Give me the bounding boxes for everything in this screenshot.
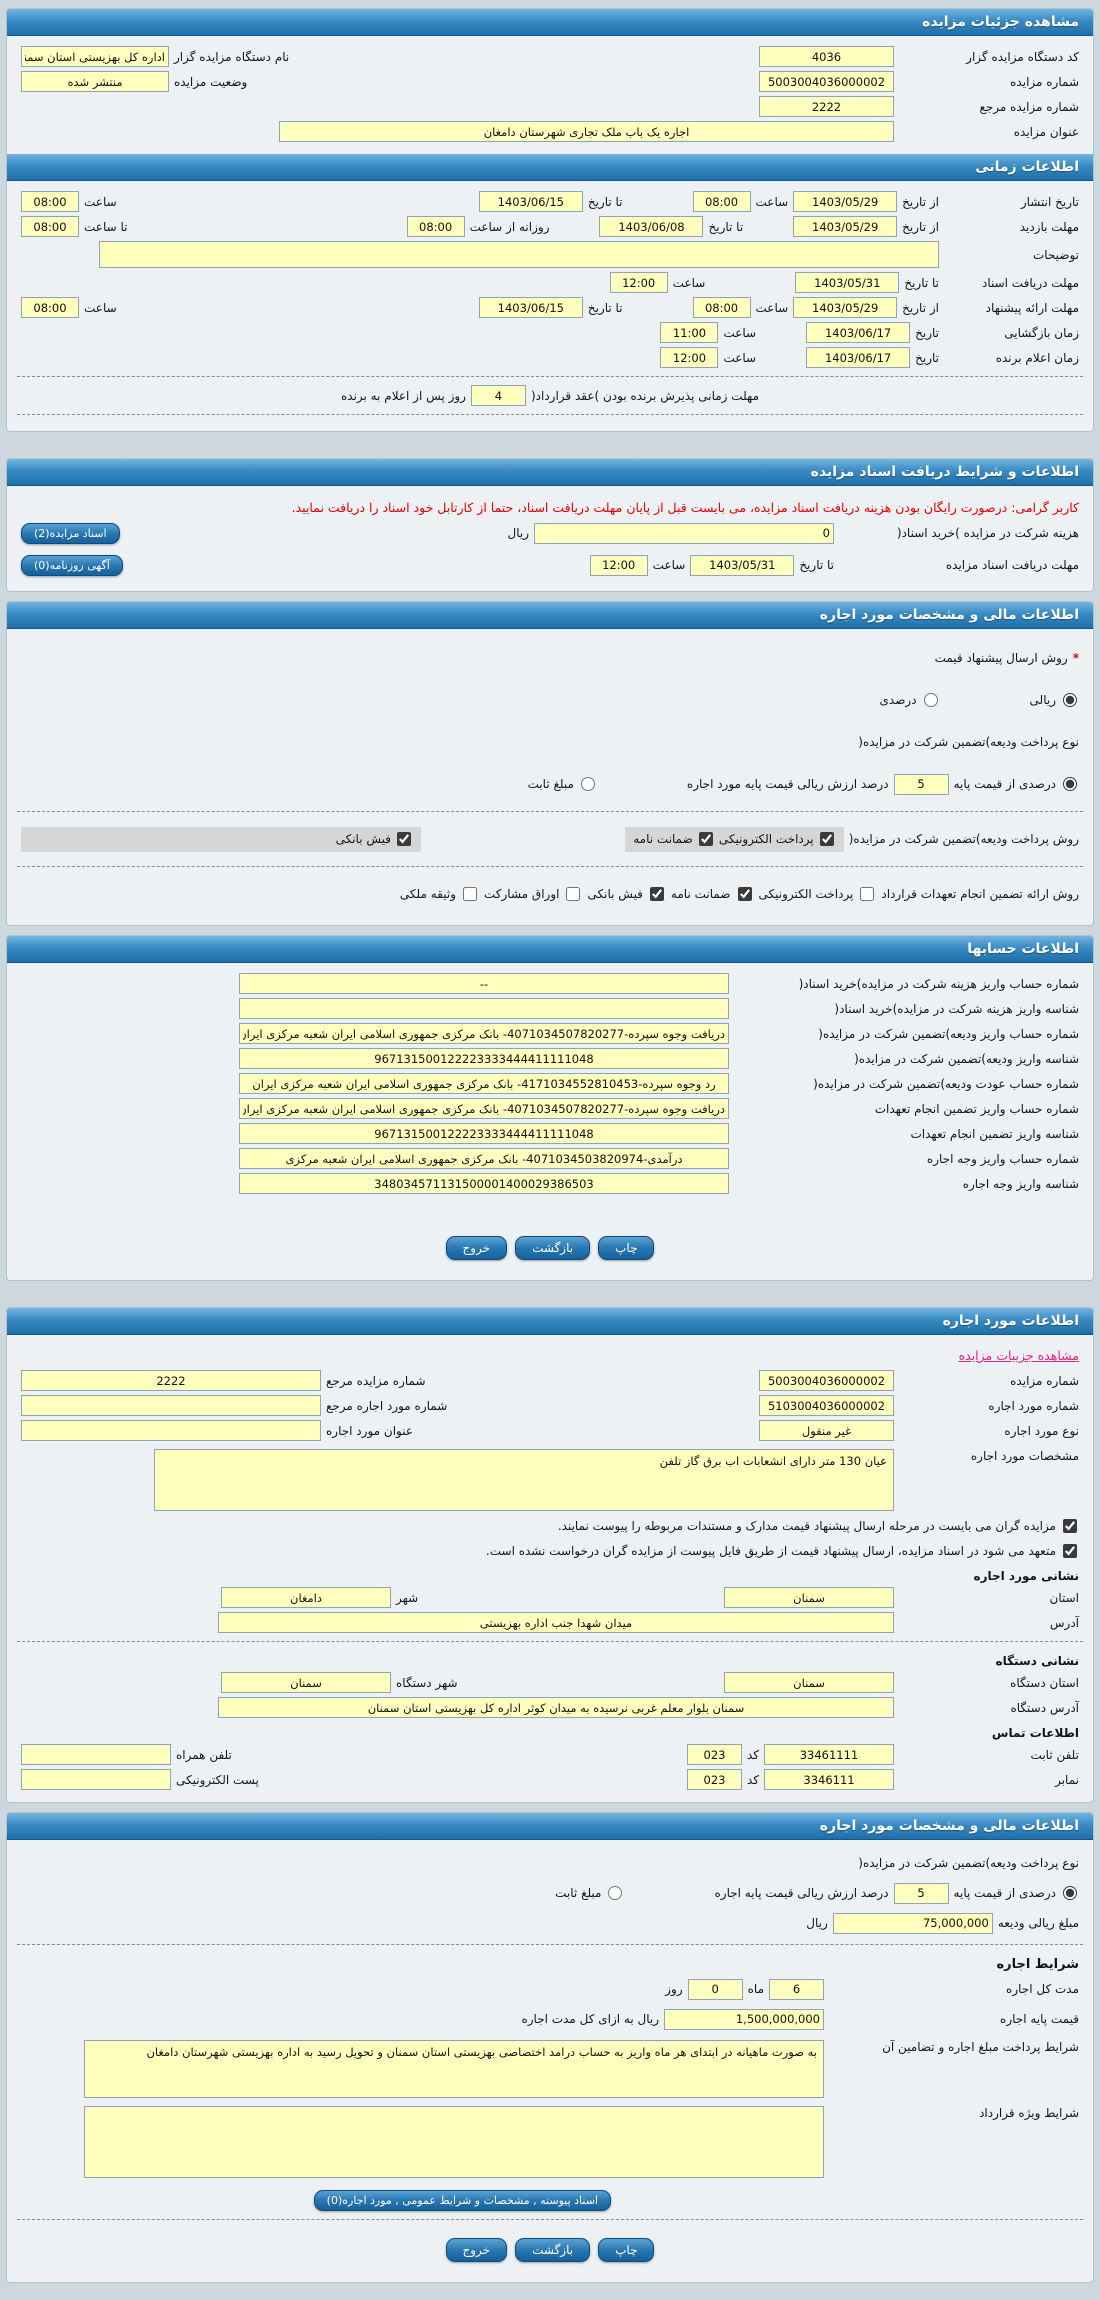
auction-number-field[interactable] xyxy=(759,1370,894,1391)
account-field[interactable] xyxy=(239,1148,729,1169)
row-winner-announce xyxy=(7,345,1093,370)
row-deposit-type-label xyxy=(7,721,1093,763)
label-item-title: عنوان مورد اجاره xyxy=(326,1423,414,1438)
print-button[interactable]: چاپ xyxy=(598,1236,654,1260)
auction-number-field[interactable] xyxy=(759,71,894,92)
row-performance-guarantee xyxy=(7,873,1093,915)
label-province: استان xyxy=(1049,1590,1079,1605)
label-org-code: کد دستگاه مزایده گزار xyxy=(966,49,1079,64)
label-base-percent-option: درصدی از قیمت پایه xyxy=(953,1886,1056,1900)
panel-doc-terms xyxy=(6,458,1094,592)
fixed-amount-radio[interactable] xyxy=(581,777,595,791)
row-deposit-type-options xyxy=(7,1878,1093,1908)
doc-terms-content xyxy=(7,486,1093,591)
label-day: روز xyxy=(665,1982,683,1996)
label-guarantee: ضمانت نامه xyxy=(670,887,731,901)
back-button[interactable]: بازگشت xyxy=(515,1236,590,1260)
account-field[interactable] xyxy=(239,998,729,1019)
label-rial: ریال xyxy=(806,1916,828,1930)
label-no-file-price: متعهد می شود در اسناد مزایده، ارسال پیشنهاد قیمت از طریق فایل پیوست از مزایده گران درخواست نشده است. xyxy=(485,1543,1056,1558)
separator xyxy=(17,866,1083,867)
accounts-content xyxy=(7,963,1093,1280)
label-time: ساعت xyxy=(672,275,706,290)
required-asterisk: * xyxy=(1072,651,1079,665)
label-to-date: تا تاریخ xyxy=(799,558,834,572)
section-header-time-info: اطلاعات زمانی xyxy=(7,154,1093,181)
row-auction-title xyxy=(7,119,1093,144)
label-time: ساعت xyxy=(755,194,789,209)
account-row xyxy=(7,1021,1093,1046)
label-base-price: قیمت پایه اجاره xyxy=(1000,2012,1079,2026)
province-field[interactable] xyxy=(724,1587,894,1608)
docs-to-time-field[interactable] xyxy=(610,272,668,293)
deposit-bankslip-chip xyxy=(21,827,421,852)
row-accept-deadline xyxy=(7,383,1093,408)
status-field[interactable] xyxy=(21,71,169,92)
offer-to-time-field[interactable] xyxy=(21,297,79,318)
separator xyxy=(17,2219,1083,2220)
email-field[interactable] xyxy=(21,1769,171,1790)
description-field[interactable] xyxy=(99,241,939,268)
label-payment-terms: شرایط پرداخت مبلغ اجاره و تضامین آن xyxy=(882,2040,1079,2054)
fax-field[interactable] xyxy=(764,1769,894,1790)
row-org-province-city xyxy=(7,1670,1093,1695)
row-visit-deadline xyxy=(7,214,1093,239)
label-time: ساعت xyxy=(723,325,757,340)
perf-bonds-checkbox[interactable] xyxy=(566,887,580,901)
section-header-accounts: اطلاعات حسابها xyxy=(7,936,1093,963)
label-org-address: آدرس دستگاه xyxy=(1010,1700,1079,1715)
label-to-date: تا تاریخ xyxy=(587,194,623,209)
group-mobile xyxy=(21,1744,232,1765)
label-auction-title: عنوان مزایده xyxy=(1013,124,1079,139)
label-publish-date: تاریخ انتشار xyxy=(1020,194,1079,209)
group-status xyxy=(21,71,247,92)
label-accept-suffix: روز پس از اعلام به برنده xyxy=(340,388,466,403)
label-to-date: تا تاریخ xyxy=(587,300,623,315)
label-guarantee: ضمانت نامه xyxy=(633,832,693,846)
winner-time-field[interactable] xyxy=(660,347,718,368)
section-header-auction-details: مشاهده جزئیات مزایده xyxy=(7,9,1093,36)
address-field[interactable] xyxy=(218,1612,894,1633)
label-org-city: شهر دستگاه xyxy=(396,1675,458,1690)
label-item-ref: شماره مورد اجاره مرجع xyxy=(326,1398,448,1413)
label-special-terms: شرایط ویژه قرارداد xyxy=(979,2106,1079,2120)
city-field[interactable] xyxy=(221,1587,391,1608)
org-city-field[interactable] xyxy=(221,1672,391,1693)
row-province-city xyxy=(7,1585,1093,1610)
group-org-city xyxy=(221,1672,458,1693)
label-fax: نمابر xyxy=(1055,1772,1079,1787)
label-rial: ریال xyxy=(507,526,529,540)
group-publish-to-time xyxy=(21,191,117,212)
account-row xyxy=(7,1046,1093,1071)
label-time: ساعت xyxy=(723,350,757,365)
group-org-name xyxy=(21,46,289,67)
offer-from-date-field[interactable] xyxy=(793,297,897,318)
label-item-type: نوع مورد اجاره xyxy=(1004,1423,1079,1438)
label-auction-number: شماره مزایده xyxy=(1010,74,1079,89)
label-item-specs: مشخصات مورد اجاره xyxy=(970,1449,1079,1463)
label-time: ساعت xyxy=(755,300,789,315)
group-item-title xyxy=(21,1420,413,1441)
deposit-amount-field[interactable] xyxy=(833,1913,993,1934)
deposit-guarantee-checkbox[interactable] xyxy=(699,832,713,846)
label-bonds: اوراق مشارکت xyxy=(484,887,560,901)
deposit-percent-field[interactable] xyxy=(894,1883,949,1904)
label-month: ماه xyxy=(747,1982,764,1996)
perf-bankslip-checkbox[interactable] xyxy=(650,887,664,901)
base-price-field[interactable] xyxy=(664,2009,824,2030)
deposit-pay-chip xyxy=(625,827,843,852)
auction-details-content xyxy=(7,36,1093,154)
row-base-price xyxy=(7,2004,1093,2034)
label-doc-fee: هزینه شرکت در مزایده )خرید اسناد( xyxy=(896,526,1079,540)
row-auction-number xyxy=(7,1368,1093,1393)
offer-to-date-field[interactable] xyxy=(479,297,583,318)
row-deposit-type-options xyxy=(7,763,1093,805)
view-auction-details-link[interactable]: مشاهده جزییات مزایده xyxy=(958,1348,1079,1363)
perf-epay-checkbox[interactable] xyxy=(860,887,874,901)
label-deposit-type: نوع پرداخت ودیعه)تضمین شرکت در مزایده( xyxy=(858,1856,1079,1870)
label-deposit-type: نوع پرداخت ودیعه)تضمین شرکت در مزایده( xyxy=(858,735,1079,749)
row-item-type xyxy=(7,1418,1093,1443)
panel-auction-details xyxy=(6,8,1094,432)
org-address-field[interactable] xyxy=(218,1697,894,1718)
accept-days-field[interactable] xyxy=(471,385,526,406)
row-duration xyxy=(7,1974,1093,2004)
label-account: شماره حساب واریز تضمین انجام تعهدات xyxy=(874,1101,1079,1116)
label-winner-announce: زمان اعلام برنده xyxy=(995,350,1079,365)
item-type-field[interactable] xyxy=(759,1420,894,1441)
duration-months-field[interactable] xyxy=(769,1979,824,2000)
auction-docs-button[interactable]: اسناد مزایده(2) xyxy=(21,523,120,544)
label-time: ساعت xyxy=(652,558,686,572)
rial-radio[interactable] xyxy=(1063,693,1077,707)
doc-deadline-date-field[interactable] xyxy=(690,555,794,576)
base-percent-radio[interactable] xyxy=(1063,777,1077,791)
item-specs-field[interactable] xyxy=(154,1449,894,1511)
account-field[interactable] xyxy=(239,1048,729,1069)
label-to-time: تا ساعت xyxy=(84,219,128,234)
label-time: ساعت xyxy=(84,194,117,209)
percent-radio[interactable] xyxy=(924,693,938,707)
group-auction-ref xyxy=(21,1370,426,1391)
mobile-field[interactable] xyxy=(21,1744,171,1765)
phone-field[interactable] xyxy=(764,1744,894,1765)
row-send-method-label xyxy=(7,637,1093,679)
section-header-rental-item: اطلاعات مورد اجاره xyxy=(7,1308,1093,1335)
opening-date-field[interactable] xyxy=(806,322,910,343)
label-ref-number: شماره مزایده مرجع xyxy=(979,99,1079,114)
label-fixed-amount-option: مبلغ ثابت xyxy=(527,777,574,791)
auction-ref-field[interactable] xyxy=(21,1370,321,1391)
details-button-bar xyxy=(7,1224,1093,1270)
row-deposit-amount xyxy=(7,1908,1093,1938)
org-code-field[interactable] xyxy=(759,46,894,67)
label-auction-number: شماره مزایده xyxy=(1010,1373,1079,1388)
row-phone xyxy=(7,1742,1093,1767)
label-auction-ref: شماره مزایده مرجع xyxy=(326,1373,426,1388)
visit-from-date-field[interactable] xyxy=(793,216,897,237)
row-docs-deadline xyxy=(7,270,1093,295)
label-doc-deadline: مهلت دریافت اسناد مزایده xyxy=(945,558,1079,572)
visit-to-time-field[interactable] xyxy=(21,216,79,237)
row-code-org xyxy=(7,44,1093,69)
row-special-terms xyxy=(7,2100,1093,2180)
time-info-content xyxy=(7,181,1093,431)
row-description xyxy=(7,239,1093,270)
label-base-percent-option: درصدی از قیمت پایه xyxy=(953,777,1056,791)
org-name-field[interactable] xyxy=(21,46,169,67)
duration-days-field[interactable] xyxy=(688,1979,743,2000)
section-header-rental-financial: اطلاعات مالی و مشخصات مورد اجاره xyxy=(7,1813,1093,1840)
label-phone: تلفن ثابت xyxy=(1030,1747,1079,1762)
label-account: شناسه واریز وجه اجاره xyxy=(962,1176,1079,1191)
label-org-name: نام دستگاه مزایده گزار xyxy=(174,49,290,64)
label-offer-deadline: مهلت ارائه پیشنهاد xyxy=(985,300,1079,315)
row-nofile-commitment xyxy=(7,1538,1093,1563)
special-terms-field[interactable] xyxy=(84,2106,824,2178)
subhead-item-address: نشانی مورد اجاره xyxy=(973,1569,1079,1583)
auction-title-field[interactable] xyxy=(279,121,894,142)
fax-code-field[interactable] xyxy=(687,1769,742,1790)
item-ref-field[interactable] xyxy=(21,1395,321,1416)
group-visit-to-time xyxy=(21,216,127,237)
label-email: پست الکترونیکی xyxy=(176,1772,259,1787)
rental-item-content xyxy=(7,1335,1093,1802)
perf-collateral-checkbox[interactable] xyxy=(463,887,477,901)
ref-number-field[interactable] xyxy=(759,96,894,117)
group-city xyxy=(221,1587,418,1608)
label-docs-deadline: مهلت دریافت اسناد xyxy=(981,275,1079,290)
label-rial-option: ریالی xyxy=(1029,693,1056,707)
deposit-bankslip-checkbox[interactable] xyxy=(397,832,411,846)
label-fixed-amount-option: مبلغ ثابت xyxy=(555,1886,602,1900)
base-percent-radio[interactable] xyxy=(1063,1886,1077,1900)
subhead-rental-terms: شرایط اجاره xyxy=(996,1957,1079,1972)
row-publish-date xyxy=(7,189,1093,214)
label-area-code: کد xyxy=(746,1747,759,1762)
label-address: آدرس xyxy=(1049,1615,1079,1630)
docs-to-date-field[interactable] xyxy=(795,272,899,293)
row-ref-number xyxy=(7,94,1093,119)
row-doc-fee xyxy=(7,517,1093,549)
account-row xyxy=(7,996,1093,1021)
row-attach-requirement xyxy=(7,1513,1093,1538)
rental-financial-content xyxy=(7,1840,1093,2282)
label-status: وضعیت مزایده xyxy=(174,74,248,89)
label-account: شماره حساب واریز وجه اجاره xyxy=(926,1151,1079,1166)
subhead-org-address: نشانی دستگاه xyxy=(995,1654,1079,1668)
back-button[interactable]: بازگشت xyxy=(515,2238,590,2262)
group-item-ref xyxy=(21,1395,447,1416)
row-address xyxy=(7,1610,1093,1635)
label-account: شماره حساب واریز هزینه شرکت در مزایده)خرید اسناد( xyxy=(798,976,1079,991)
row-doc-deadline xyxy=(7,549,1093,581)
row-item-number xyxy=(7,1393,1093,1418)
label-description: توضیحات xyxy=(1032,247,1079,262)
label-account: شماره حساب عودت ودیعه)تضمین شرکت در مزایده( xyxy=(813,1076,1079,1091)
label-deposit-pay-method: روش پرداخت ودیعه)تضمین شرکت در مزایده( xyxy=(848,832,1079,846)
account-row xyxy=(7,1096,1093,1121)
label-opening-time: زمان بازگشایی xyxy=(1004,325,1079,340)
group-offer-to-time xyxy=(21,297,117,318)
panel-rental-item xyxy=(6,1307,1094,1803)
free-docs-warning: کاربر گرامی: درصورت رایگان بودن هزینه دریافت اسناد مزایده، می بایست قبل از پایان مهلت دریافت اسناد، حتما از کارتابل خود اسناد را دریافت نمایید. xyxy=(291,500,1079,515)
label-account: شناسه واریز ودیعه)تضمین شرکت در مزایده( xyxy=(854,1051,1079,1066)
label-attach-docs: مزایده گران می بایست در مرحله ارسال پیشنهاد قیمت مدارک و مستندات مربوطه را پیوست نمایند. xyxy=(557,1518,1056,1533)
label-epay: پرداخت الکترونیکی xyxy=(718,832,814,846)
label-deposit-amount: مبلغ ریالی ودیعه xyxy=(997,1916,1079,1930)
row-attachments xyxy=(7,2180,1093,2213)
label-base-price-suffix: ریال به ازای کل مدت اجاره xyxy=(521,2012,659,2026)
item-title-field[interactable] xyxy=(21,1420,321,1441)
group-email xyxy=(21,1769,259,1790)
publish-to-time-field[interactable] xyxy=(21,191,79,212)
exit-button[interactable]: خروج xyxy=(446,2238,508,2262)
account-field[interactable] xyxy=(239,1173,729,1194)
label-bankslip: فیش بانکی xyxy=(587,887,643,901)
account-field[interactable] xyxy=(239,1023,729,1044)
label-from-date: از تاریخ xyxy=(902,194,939,209)
row-org-address xyxy=(7,1695,1093,1720)
account-field[interactable] xyxy=(239,1098,729,1119)
label-org-province: استان دستگاه xyxy=(1010,1675,1079,1690)
label-from-date: از تاریخ xyxy=(902,219,939,234)
payment-terms-field[interactable] xyxy=(84,2040,824,2098)
deposit-percent-field[interactable] xyxy=(894,774,949,795)
visit-to-date-field[interactable] xyxy=(599,216,703,237)
section-header-doc-terms: اطلاعات و شرایط دریافت اسناد مزایده xyxy=(7,459,1093,486)
panel-financial-info xyxy=(6,601,1094,926)
separator xyxy=(17,1944,1083,1945)
fixed-amount-radio[interactable] xyxy=(608,1886,622,1900)
offer-from-time-field[interactable] xyxy=(693,297,751,318)
separator xyxy=(17,811,1083,812)
row-deposit-pay-method xyxy=(7,818,1093,860)
separator xyxy=(17,414,1083,415)
row-deposit-type-label xyxy=(7,1848,1093,1878)
row-offer-deadline xyxy=(7,295,1093,320)
phone-code-field[interactable] xyxy=(687,1744,742,1765)
label-bankslip: فیش بانکی xyxy=(335,832,391,846)
row-details-link xyxy=(7,1343,1093,1368)
financial-info-content xyxy=(7,629,1093,925)
row-number-status xyxy=(7,69,1093,94)
label-send-method: روش ارسال پیشنهاد قیمت xyxy=(934,651,1068,665)
no-file-price-checkbox[interactable] xyxy=(1063,1544,1077,1558)
account-row xyxy=(7,1146,1093,1171)
org-province-field[interactable] xyxy=(724,1672,894,1693)
label-to-date: تا تاریخ xyxy=(904,275,939,290)
account-field[interactable] xyxy=(239,1073,729,1094)
label-accept-deadline: مهلت زمانی پذیرش برنده بودن )عقد قرارداد( xyxy=(530,388,760,403)
attach-docs-checkbox[interactable] xyxy=(1063,1519,1077,1533)
subhead-contact-info: اطلاعات تماس xyxy=(991,1726,1079,1740)
label-city: شهر xyxy=(396,1590,419,1605)
label-daily-from-time: روزانه از ساعت xyxy=(469,219,550,234)
row-payment-terms xyxy=(7,2034,1093,2100)
doc-deadline-time-field[interactable] xyxy=(590,555,648,576)
label-percent-suffix: درصد ارزش ریالی قیمت پایه مورد اجاره xyxy=(686,777,889,791)
separator xyxy=(17,1641,1083,1642)
opening-time-field[interactable] xyxy=(660,322,718,343)
section-header-financial-info: اطلاعات مالی و مشخصات مورد اجاره xyxy=(7,602,1093,629)
account-row xyxy=(7,1121,1093,1146)
label-to-date: تا تاریخ xyxy=(708,219,744,234)
deposit-epay-checkbox[interactable] xyxy=(820,832,834,846)
attached-docs-button[interactable]: اسناد پیوسته , مشخصات و شرایط عمومی , مورد اجاره(0) xyxy=(314,2190,611,2211)
label-mobile: تلفن همراه xyxy=(176,1747,232,1762)
label-account: شماره حساب واریز ودیعه)تضمین شرکت در مزایده( xyxy=(818,1026,1079,1041)
newspaper-ad-button[interactable]: آگهی روزنامه(0) xyxy=(21,555,123,576)
separator xyxy=(17,376,1083,377)
label-percent-suffix: درصد ارزش ریالی قیمت پایه اجاره xyxy=(714,1886,889,1900)
account-row xyxy=(7,971,1093,996)
label-epay: پرداخت الکترونیکی xyxy=(758,887,854,901)
winner-date-field[interactable] xyxy=(806,347,910,368)
label-date: تاریخ xyxy=(915,325,939,340)
label-duration: مدت کل اجاره xyxy=(1006,1982,1079,1996)
publish-from-time-field[interactable] xyxy=(693,191,751,212)
publish-to-date-field[interactable] xyxy=(479,191,583,212)
rental-button-bar xyxy=(7,2226,1093,2272)
row-item-specs xyxy=(7,1443,1093,1513)
row-fax xyxy=(7,1767,1093,1792)
label-area-code: کد xyxy=(746,1772,759,1787)
label-percent-option: درصدی xyxy=(879,693,917,707)
perf-guarantee-checkbox[interactable] xyxy=(738,887,752,901)
doc-fee-field[interactable] xyxy=(534,523,834,544)
account-field[interactable] xyxy=(239,973,729,994)
publish-from-date-field[interactable] xyxy=(793,191,897,212)
label-from-date: از تاریخ xyxy=(902,300,939,315)
account-row xyxy=(7,1071,1093,1096)
row-send-method-options xyxy=(7,679,1093,721)
print-button[interactable]: چاپ xyxy=(598,2238,654,2262)
label-account: شناسه واریز هزینه شرکت در مزایده)خرید اسناد( xyxy=(834,1001,1079,1016)
account-row xyxy=(7,1171,1093,1196)
label-time: ساعت xyxy=(84,300,117,315)
item-number-field[interactable] xyxy=(759,1395,894,1416)
label-item-number: شماره مورد اجاره xyxy=(988,1398,1079,1413)
label-account: شناسه واریز تضمین انجام تعهدات xyxy=(910,1126,1079,1141)
exit-button[interactable]: خروج xyxy=(446,1236,508,1260)
row-opening-time xyxy=(7,320,1093,345)
label-date: تاریخ xyxy=(915,350,939,365)
panel-accounts xyxy=(6,935,1094,1281)
label-collateral: وثیقه ملکی xyxy=(399,887,457,901)
account-field[interactable] xyxy=(239,1123,729,1144)
panel-rental-financial xyxy=(6,1812,1094,2283)
label-performance-guarantee: روش ارائه تضمین انجام تعهدات قرارداد xyxy=(881,887,1079,901)
label-visit-deadline: مهلت بازدید xyxy=(1019,219,1079,234)
visit-daily-from-time-field[interactable] xyxy=(407,216,465,237)
